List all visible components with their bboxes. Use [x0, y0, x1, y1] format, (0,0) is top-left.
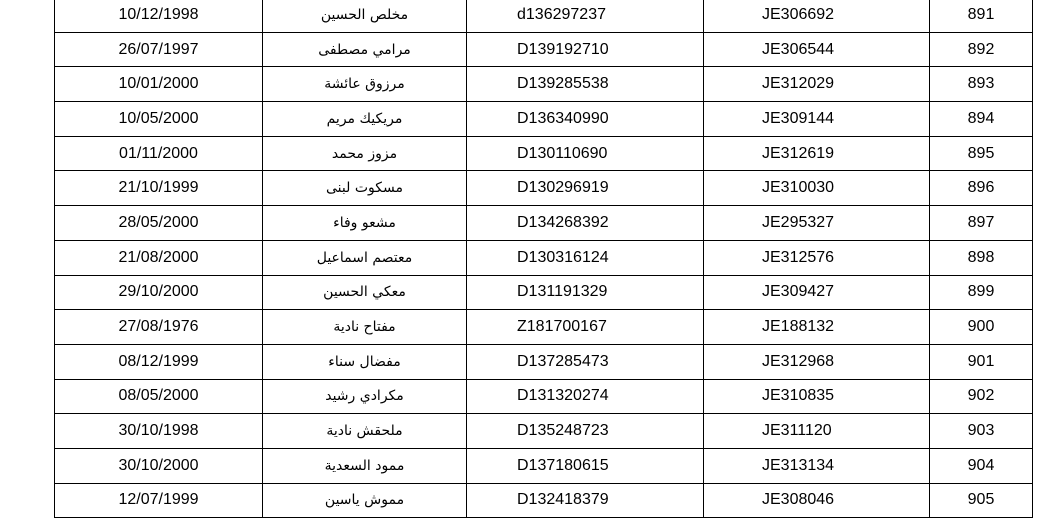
birth-date-cell: 10/05/2000	[55, 102, 263, 137]
id-card-number-cell: D139285538	[467, 67, 704, 102]
table-row	[55, 32, 1033, 67]
id-card-number-cell: D134268392	[467, 206, 704, 241]
registration-code-cell: JE188132	[704, 310, 930, 345]
table-row	[55, 344, 1033, 379]
birth-date-cell: 10/12/1998	[55, 0, 263, 32]
row-number-cell: 903	[930, 414, 1033, 449]
id-card-number-cell: d136297237	[467, 0, 704, 32]
full-name-cell: مخلص الحسين	[263, 0, 467, 32]
table-row	[55, 136, 1033, 171]
id-card-number-cell: D130296919	[467, 171, 704, 206]
full-name-cell: مسكوت لبنى	[263, 171, 467, 206]
row-number-cell: 894	[930, 102, 1033, 137]
birth-date-cell: 29/10/2000	[55, 275, 263, 310]
row-number-cell: 900	[930, 310, 1033, 345]
registration-code-cell: JE312619	[704, 136, 930, 171]
row-number-cell: 904	[930, 448, 1033, 483]
row-number-cell: 893	[930, 67, 1033, 102]
full-name-cell: مرزوق عائشة	[263, 67, 467, 102]
row-number-cell: 898	[930, 240, 1033, 275]
registration-code-cell: JE295327	[704, 206, 930, 241]
registration-code-cell: JE309427	[704, 275, 930, 310]
birth-date-cell: 28/05/2000	[55, 206, 263, 241]
registration-code-cell: JE312576	[704, 240, 930, 275]
id-card-number-cell: D135248723	[467, 414, 704, 449]
birth-date-cell: 08/05/2000	[55, 379, 263, 414]
full-name-cell: مكرادي رشيد	[263, 379, 467, 414]
registration-code-cell: JE312029	[704, 67, 930, 102]
birth-date-cell: 08/12/1999	[55, 344, 263, 379]
registration-code-cell: JE313134	[704, 448, 930, 483]
registration-code-cell: JE310835	[704, 379, 930, 414]
table-row	[55, 206, 1033, 241]
id-card-number-cell: D139192710	[467, 32, 704, 67]
id-card-number-cell: D130110690	[467, 136, 704, 171]
full-name-cell: مريكيك مريم	[263, 102, 467, 137]
table-row	[55, 483, 1033, 518]
table-row	[55, 0, 1033, 32]
full-name-cell: ملحقش نادية	[263, 414, 467, 449]
id-card-number-cell: D132418379	[467, 483, 704, 518]
id-card-number-cell: D137285473	[467, 344, 704, 379]
table-row	[55, 448, 1033, 483]
birth-date-cell: 26/07/1997	[55, 32, 263, 67]
registration-code-cell: JE306692	[704, 0, 930, 32]
row-number-cell: 891	[930, 0, 1033, 32]
full-name-cell: ممود السعدية	[263, 448, 467, 483]
table-row	[55, 102, 1033, 137]
records-table	[54, 0, 1033, 518]
full-name-cell: مفتاح نادية	[263, 310, 467, 345]
id-card-number-cell: D131320274	[467, 379, 704, 414]
full-name-cell: مرامي مصطفى	[263, 32, 467, 67]
full-name-cell: مفضال سناء	[263, 344, 467, 379]
full-name-cell: مزوز محمد	[263, 136, 467, 171]
table-row	[55, 310, 1033, 345]
registration-code-cell: JE310030	[704, 171, 930, 206]
row-number-cell: 895	[930, 136, 1033, 171]
row-number-cell: 902	[930, 379, 1033, 414]
row-number-cell: 892	[930, 32, 1033, 67]
records-table-body	[55, 0, 1033, 518]
id-card-number-cell: D131191329	[467, 275, 704, 310]
birth-date-cell: 21/10/1999	[55, 171, 263, 206]
table-row	[55, 379, 1033, 414]
id-card-number-cell: D137180615	[467, 448, 704, 483]
full-name-cell: معتصم اسماعيل	[263, 240, 467, 275]
birth-date-cell: 10/01/2000	[55, 67, 263, 102]
full-name-cell: مشعو وفاء	[263, 206, 467, 241]
id-card-number-cell: Z181700167	[467, 310, 704, 345]
id-card-number-cell: D130316124	[467, 240, 704, 275]
birth-date-cell: 21/08/2000	[55, 240, 263, 275]
row-number-cell: 901	[930, 344, 1033, 379]
row-number-cell: 899	[930, 275, 1033, 310]
registration-code-cell: JE306544	[704, 32, 930, 67]
registration-code-cell: JE308046	[704, 483, 930, 518]
table-row	[55, 171, 1033, 206]
birth-date-cell: 30/10/1998	[55, 414, 263, 449]
registration-code-cell: JE312968	[704, 344, 930, 379]
id-card-number-cell: D136340990	[467, 102, 704, 137]
birth-date-cell: 27/08/1976	[55, 310, 263, 345]
row-number-cell: 897	[930, 206, 1033, 241]
full-name-cell: معكي الحسين	[263, 275, 467, 310]
full-name-cell: مموش ياسين	[263, 483, 467, 518]
table-row	[55, 67, 1033, 102]
registration-code-cell: JE311120	[704, 414, 930, 449]
birth-date-cell: 01/11/2000	[55, 136, 263, 171]
table-row	[55, 414, 1033, 449]
row-number-cell: 896	[930, 171, 1033, 206]
registration-code-cell: JE309144	[704, 102, 930, 137]
row-number-cell: 905	[930, 483, 1033, 518]
table-row	[55, 275, 1033, 310]
birth-date-cell: 30/10/2000	[55, 448, 263, 483]
birth-date-cell: 12/07/1999	[55, 483, 263, 518]
table-row	[55, 240, 1033, 275]
